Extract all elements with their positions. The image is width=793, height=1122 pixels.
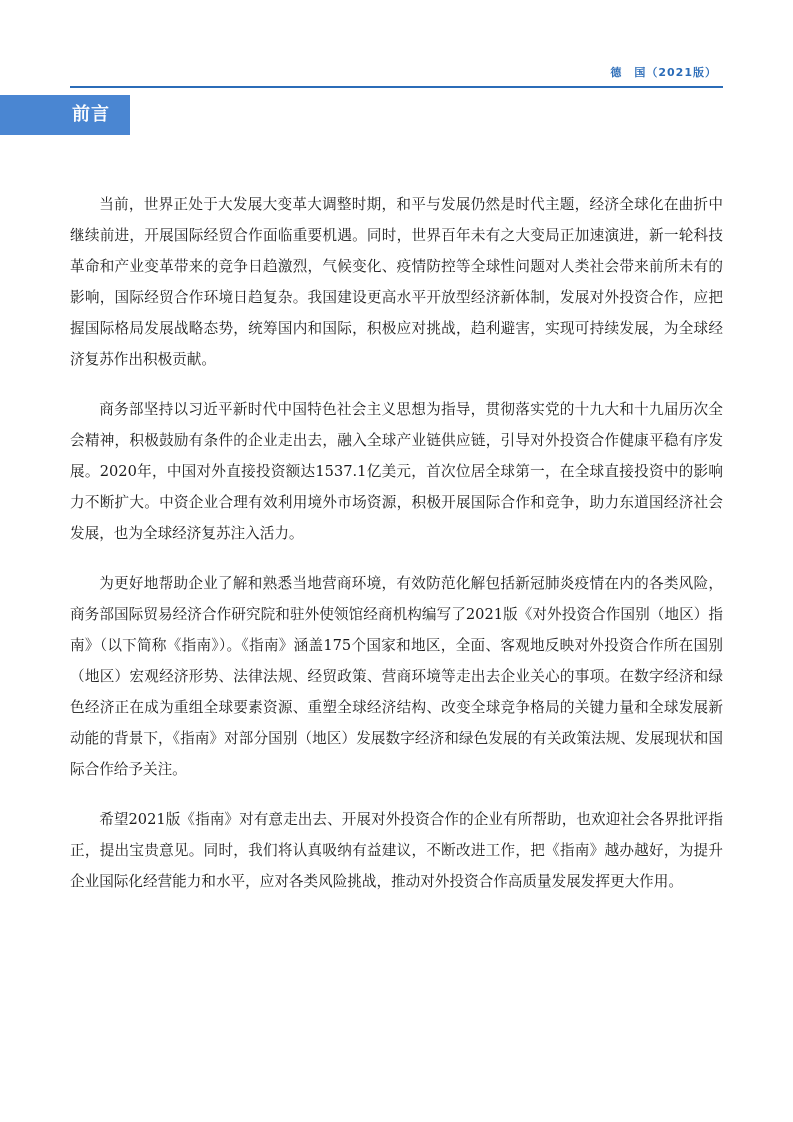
section-title: 前言	[72, 104, 110, 125]
paragraph: 当前，世界正处于大发展大变革大调整时期，和平与发展仍然是时代主题，经济全球化在曲折中继续前进，开展国际经贸合作面临重要机遇。同时，世界百年未有之大变局正加速演进，新一轮科技革命和产业变革带来的竞争日趋激烈，气候变化、疫情防控等全球性问题对人类社会带来前所未有的影响，国际经贸合作环境日趋复杂。我国建设更高水平开放型经济新体制，发展对外投资合作，应把握国际格局发展战略态势，统筹国内和国际，积极应对挑战，趋利避害，实现可持续发展，为全球经济复苏作出积极贡献。	[70, 196, 723, 368]
paragraph: 希望2021版《指南》对有意走出去、开展对外投资合作的企业有所帮助，也欢迎社会各界批评指正，提出宝贵意见。同时，我们将认真吸纳有益建议，不断改进工作，把《指南》越办越好，为提升企业国际化经营能力和水平，应对各类风险挑战，推动对外投资合作高质量发展发挥更大作用。	[70, 811, 723, 890]
paragraph: 为更好地帮助企业了解和熟悉当地营商环境，有效防范化解包括新冠肺炎疫情在内的各类风险，商务部国际贸易经济合作研究院和驻外使领馆经商机构编写了2021版《对外投资合作国别（地区）指南》（以下简称《指南》）。《指南》涵盖175个国家和地区，全面、客观地反映对外投资合作所在国别（地区）宏观经济形势、法律法规、经贸政策、营商环境等走出去企业关心的事项。在数字经济和绿色经济正在成为重组全球要素资源、重塑全球经济结构、改变全球竞争格局的关键力量和全球发展新动能的背景下，《指南》对部分国别（地区）发展数字经济和绿色发展的有关政策法规、发展现状和国际合作给予关注。	[70, 575, 723, 778]
header-rule	[70, 86, 723, 88]
section-title-tab	[0, 95, 130, 135]
running-header-label: 德 国（2021版）	[610, 66, 717, 79]
preface-body	[70, 189, 723, 916]
paragraph: 商务部坚持以习近平新时代中国特色社会主义思想为指导，贯彻落实党的十九大和十九届历次全会精神，积极鼓励有条件的企业走出去，融入全球产业链供应链，引导对外投资合作健康平稳有序发展。2020年，中国对外直接投资额达1537.1亿美元，首次位居全球第一，在全球直接投资中的影响力不断扩大。中资企业合理有效利用境外市场资源，积极开展国际合作和竞争，助力东道国经济社会发展，也为全球经济复苏注入活力。	[70, 401, 723, 542]
